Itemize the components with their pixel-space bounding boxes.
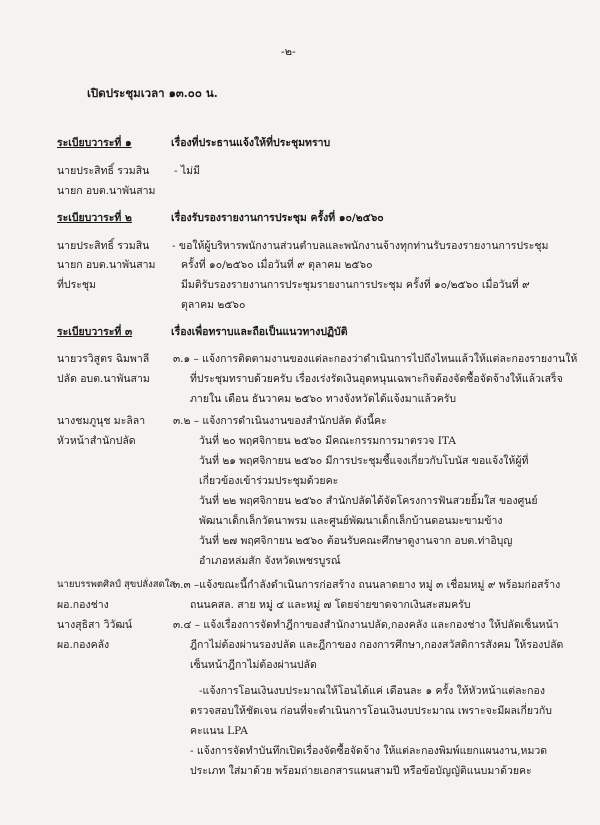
page-number: -๒-: [281, 45, 296, 58]
agenda3-s3-speaker-title: ผอ.กองช่าง: [57, 599, 109, 611]
agenda3-s4-line-4: ตรวจสอบให้ชัดเจน ก่อนที่จะดำเนินการโอนเงินงบประมาณ เพราะจะมีผลเกี่ยวกับ: [190, 705, 552, 717]
agenda2-left-0: นายประสิทธิ์ รวมสิน: [57, 240, 150, 252]
agenda3-s2-line-7: อำเภอหล่มสัก จังหวัดเพชรบูรณ์: [199, 555, 341, 567]
agenda3-heading-title: เรื่องเพื่อทราบและถือเป็นแนวทางปฏิบัติ: [171, 326, 348, 338]
agenda3-s4-line-6: - แจ้งการจัดทำบันทึกเปิดเรื่องจัดซื้อจัดจ้าง ให้แต่ละกองพิมพ์แยกแผนงาน,หมวด: [190, 745, 548, 757]
agenda3-s4-line-2: เซ็นหน้าฎีกาไม่ต้องผ่านปลัด: [190, 659, 317, 671]
agenda3-s2-line-4: วันที่ ๒๒ พฤศจิกายน ๒๕๖๐ สำนักปลัดได้จัดโครงการฟันสวยยิ้มใส ของศูนย์: [199, 495, 538, 507]
agenda3-heading-label: ระเบียบวาระที่ ๓: [57, 326, 133, 338]
agenda3-s2-line-5: พัฒนาเด็กเล็กวัดนาพรม และศูนย์พัฒนาเด็กเล็กบ้านดอนมะขามข้าง: [199, 515, 503, 527]
agenda2-heading-title: เรื่องรับรองรายงานการประชุม ครั้งที่ ๑๐/๒๕๖๐: [171, 212, 384, 224]
agenda1-speaker-text: - ไม่มี: [174, 165, 201, 177]
agenda3-s4-speaker-title: ผอ.กองคลัง: [57, 639, 110, 651]
agenda3-s2-speaker-name: นางชมภูนุช มะลิลา: [57, 415, 146, 427]
agenda3-s3-line-0: ๓.๓ –แจ้งขณะนี้กำลังดำเนินการก่อสร้าง ถนนลาดยาง หมู่ ๓ เชื่อมหมู่ ๙ พร้อมก่อสร้าง: [173, 579, 561, 591]
agenda1-heading-label: ระเบียบวาระที่ ๑: [57, 137, 132, 149]
agenda2-line-3: ตุลาคม ๒๕๖๐: [181, 299, 246, 311]
meeting-opening-time: เปิดประชุมเวลา ๑๓.๐๐ น.: [87, 86, 218, 100]
agenda1-heading-title: เรื่องที่ประธานแจ้งให้ที่ประชุมทราบ: [171, 137, 331, 149]
agenda2-line-1: ครั้งที่ ๑๐/๒๕๖๐ เมื่อวันที่ ๙ ตุลาคม ๒๕๖๐: [181, 259, 373, 271]
agenda3-s1-line-0: ๓.๑ – แจ้งการติดตามงานของแต่ละกองว่าดำเนินการไปถึงไหนแล้วให้แต่ละกองรายงานให้: [173, 353, 578, 365]
agenda3-s4-speaker-name: นางสุธิสา วิวัฒน์: [57, 619, 133, 631]
agenda2-left-2: ที่ประชุม: [57, 279, 96, 291]
agenda3-s2-line-6: วันที่ ๒๗ พฤศจิกายน ๒๕๖๐ ต้อนรับคณะศึกษาดูงานจาก อบต.ท่าอิบุญ: [199, 535, 513, 547]
agenda3-s4-line-1: ฎีกาไม่ต้องผ่านรองปลัด และฎีกาของ กองการศึกษา,กองสวัสดิการสังคม ให้รองปลัด: [190, 639, 564, 651]
agenda2-line-2: มีมติรับรองรายงานการประชุมรายงานการประชุม ครั้งที่ ๑๐/๒๕๖๐ เมื่อวันที่ ๙: [181, 279, 530, 291]
agenda1-speaker-name: นายประสิทธิ์ รวมสิน: [57, 165, 150, 177]
agenda3-s3-line-1: ถนนคสล. สาย หมู่ ๔ และหมู่ ๗ โดยจ่ายขาดจากเงินสะสมครับ: [190, 599, 471, 611]
agenda3-s3-speaker-name: นายบรรพตศิลป์ สุขปลั่งสดใส: [57, 579, 176, 590]
agenda3-s1-line-1: ที่ประชุมทราบด้วยครับ เรื่องเร่งรัดเงินอุดหนุนเฉพาะกิจต้องจัดซื้อจัดจ้างให้แล้วเสร็จ: [190, 373, 563, 385]
agenda1-speaker-title: นายก อบต.นาพันสาม: [57, 185, 156, 197]
agenda3-s1-line-2: ภายใน เดือน ธันวาคม ๒๕๖๐ ทางจังหวัดได้แจ้งมาแล้วครับ: [190, 393, 457, 405]
agenda2-heading-label: ระเบียบวาระที่ ๒: [57, 212, 132, 224]
agenda3-s2-line-0: ๓.๒ – แจ้งการดำเนินงานของสำนักปลัด ดังนี้คะ: [173, 415, 387, 427]
agenda3-s4-line-0: ๓.๔ – แจ้งเรื่องการจัดทำฎีกาของสำนักงานปลัด,กองคลัง และกองช่าง ให้ปลัดเซ็นหน้า: [173, 619, 559, 631]
agenda2-line-0: - ขอให้ผู้บริหารพนักงานส่วนตำบลและพนักงานจ้างทุกท่านรับรองรายงานการประชุม: [172, 240, 549, 252]
agenda3-s2-line-2: วันที่ ๒๑ พฤศจิกายน ๒๕๖๐ มีการประชุมชี้แจงเกี่ยวกับโบนัส ขอแจ้งให้ผู้ที่: [199, 455, 529, 467]
agenda3-s2-speaker-title: หัวหน้าสำนักปลัด: [57, 435, 136, 447]
agenda3-s2-line-3: เกี่ยวข้องเข้าร่วมประชุมด้วยคะ: [199, 475, 339, 487]
agenda3-s1-speaker-name: นายวรวิสูตร ฉิมพาลี: [57, 353, 150, 365]
agenda2-left-1: นายก อบต.นาพันสาม: [57, 259, 156, 271]
agenda3-s4-line-5: คะแนน LPA: [190, 725, 248, 737]
agenda3-s1-speaker-title: ปลัด อบต.นาพันสาม: [57, 373, 150, 385]
agenda3-s2-line-1: วันที่ ๒๐ พฤศจิกายน ๒๕๖๐ มีคณะกรรมการมาตรวจ ITA: [199, 435, 456, 447]
agenda3-s4-line-7: ประเภท ใส่มาด้วย พร้อมถ่ายเอกสารแผนสามปี หรือข้อบัญญัติแนบมาด้วยคะ: [190, 765, 532, 777]
agenda3-s4-line-3: -แจ้งการโอนเงินงบประมาณให้โอนได้แค่ เดือนละ ๑ ครั้ง ให้หัวหน้าแต่ละกอง: [199, 685, 545, 697]
